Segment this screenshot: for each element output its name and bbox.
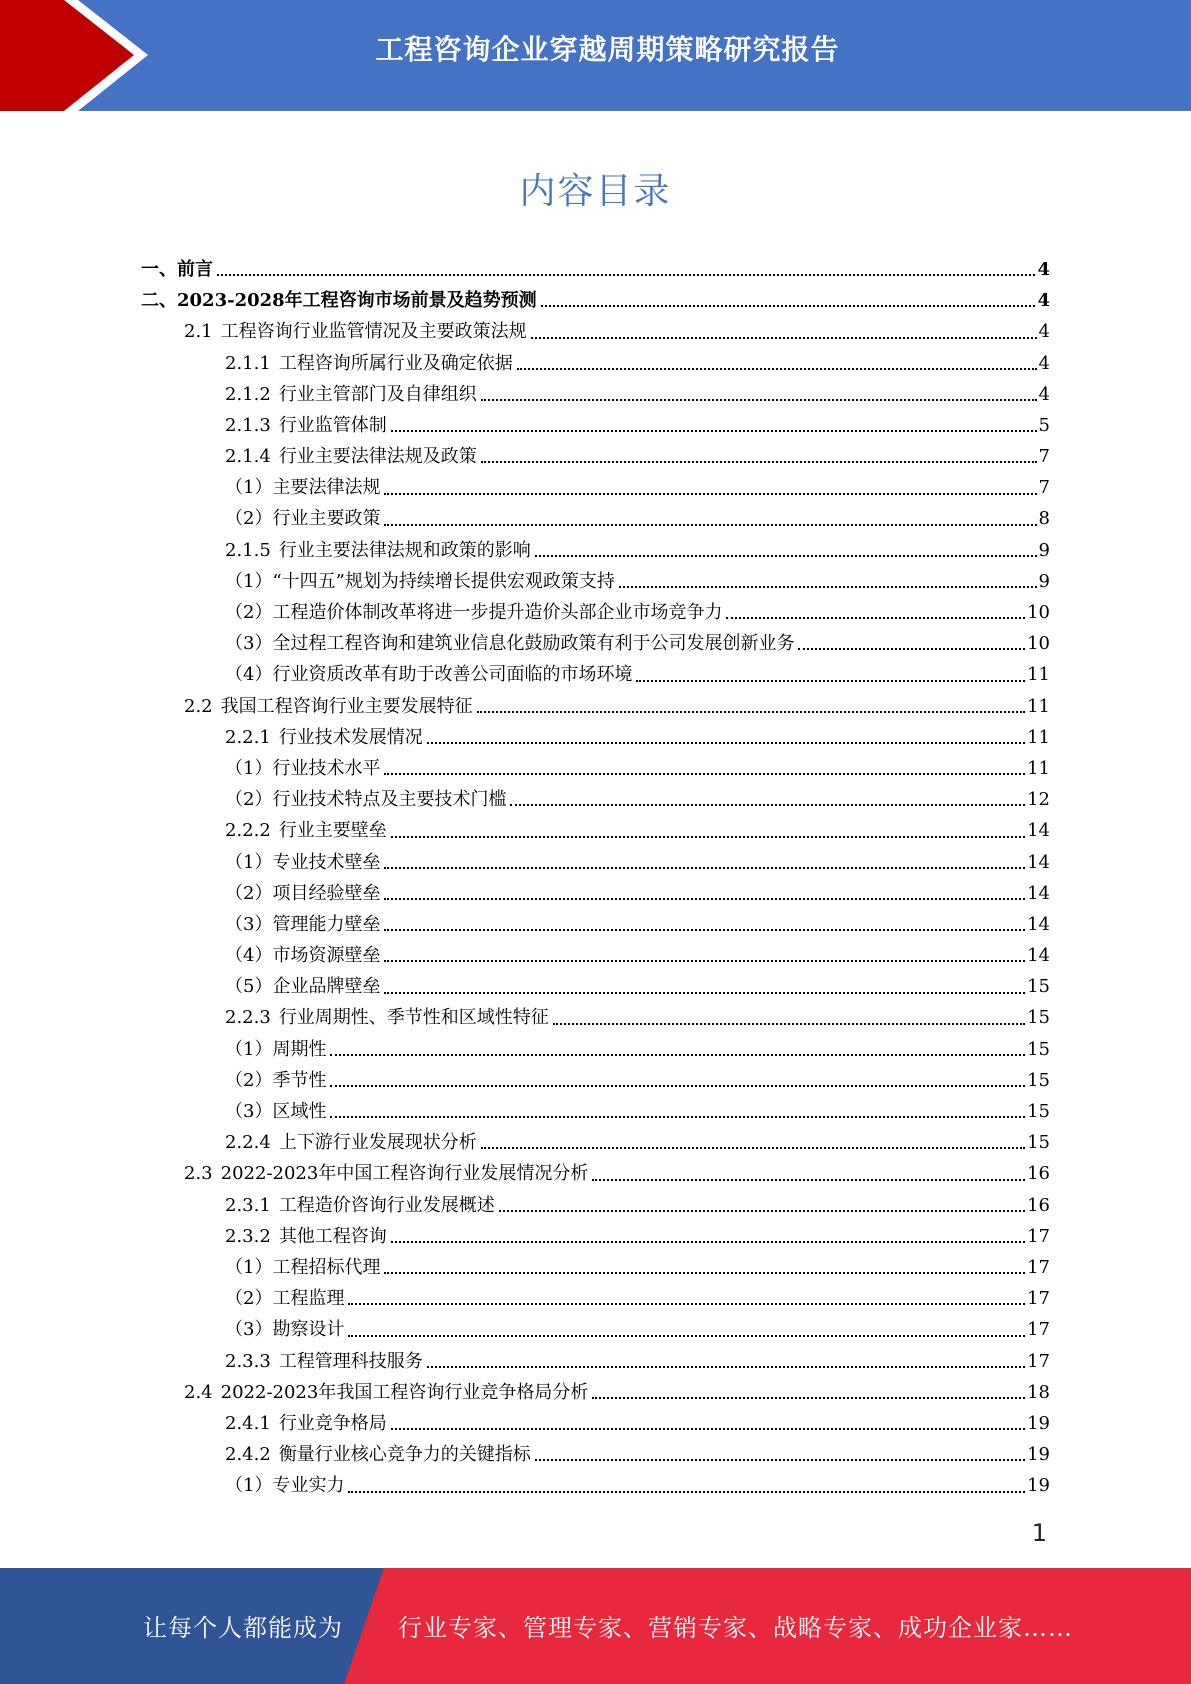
toc-entry-number: 2.1.2	[225, 383, 271, 405]
toc-entry-title: 企业品牌壁垒	[272, 976, 381, 998]
report-header	[0, 0, 1191, 111]
toc-dot-leader	[531, 336, 1037, 339]
toc-entry-number: （2）	[225, 1069, 273, 1091]
toc-dot-leader	[592, 1178, 1025, 1181]
toc-dot-leader	[384, 928, 1025, 931]
toc-page-number: 14	[1027, 913, 1050, 935]
toc-dot-leader	[384, 772, 1025, 775]
toc-entry-title: 周期性	[272, 1038, 327, 1060]
toc-entry-number: 2.4.1	[225, 1412, 271, 1434]
toc-entry-number: 2.2	[184, 695, 213, 717]
toc-entry-number: （1）	[225, 1038, 273, 1060]
toc-dot-leader	[384, 492, 1036, 495]
page-number: 1	[1031, 1519, 1047, 1547]
toc-page-number: 15	[1027, 976, 1050, 998]
toc-dot-leader	[517, 367, 1037, 370]
toc-entry[interactable]	[141, 254, 1050, 285]
toc-entry-title: 其他工程咨询	[278, 1225, 387, 1247]
toc-entry[interactable]	[141, 535, 1050, 566]
toc-entry[interactable]	[141, 628, 1050, 659]
toc-entry-title: 工程咨询所属行业及确定依据	[278, 352, 513, 374]
toc-page-number: 15	[1027, 1132, 1050, 1154]
toc-entry[interactable]	[141, 940, 1050, 971]
footer-slogan-right: 行业专家、管理专家、营销专家、战略专家、成功企业家……	[398, 1614, 1073, 1642]
toc-entry[interactable]	[141, 1346, 1050, 1377]
toc-page-number: 16	[1027, 1194, 1050, 1216]
toc-entry-number: 2.1.5	[225, 539, 271, 561]
toc-page-number: 4	[1038, 321, 1050, 343]
toc-dot-leader	[330, 1053, 1025, 1056]
toc-entry-title: 工程招标代理	[272, 1256, 381, 1278]
toc-entry-title: “十四五”规划为持续增长提供宏观政策支持	[272, 570, 615, 592]
toc-entry[interactable]	[141, 909, 1050, 940]
toc-entry-title: 勘察设计	[272, 1319, 345, 1341]
toc-entry[interactable]	[141, 722, 1050, 753]
toc-entry-number: 2.3.2	[225, 1225, 271, 1247]
toc-entry-number: 2.3	[184, 1163, 213, 1185]
toc-entry-title: 行业资质改革有助于改善公司面临的市场环境	[272, 664, 633, 686]
toc-dot-leader	[481, 1146, 1025, 1149]
toc-entry-number: （4）	[225, 945, 273, 967]
table-of-contents	[141, 254, 1050, 1502]
toc-dot-leader	[348, 1334, 1025, 1337]
toc-page-number: 11	[1027, 726, 1050, 748]
toc-entry[interactable]	[141, 971, 1050, 1002]
toc-page-number: 4	[1038, 383, 1050, 405]
toc-entry-title: 行业主要法律法规及政策	[278, 446, 477, 468]
toc-entry-title: 上下游行业发展现状分析	[278, 1132, 477, 1154]
toc-page-number: 4	[1037, 290, 1050, 312]
toc-page-number: 14	[1027, 851, 1050, 873]
toc-entry-title: 专业实力	[272, 1475, 345, 1497]
toc-entry[interactable]	[141, 316, 1050, 347]
toc-dot-leader	[330, 1084, 1025, 1087]
toc-entry[interactable]	[141, 1127, 1050, 1158]
toc-page-number: 17	[1027, 1319, 1050, 1341]
toc-entry-number: （1）	[225, 1256, 273, 1278]
toc-entry[interactable]	[141, 348, 1050, 379]
toc-page-number: 5	[1038, 414, 1050, 436]
toc-entry-number: （1）	[225, 851, 273, 873]
toc-entry-number: （3）	[225, 1319, 273, 1341]
toc-entry-number: 2.4.2	[225, 1444, 271, 1466]
toc-entry[interactable]	[141, 597, 1050, 628]
toc-entry-title: 行业周期性、季节性和区域性特征	[278, 1007, 549, 1029]
toc-entry-title: 2022-2023年中国工程咨询行业发展情况分析	[220, 1163, 589, 1185]
toc-entry[interactable]	[141, 1034, 1050, 1065]
toc-entry-title: 工程咨询行业监管情况及主要政策法规	[220, 321, 527, 343]
report-title: 工程咨询企业穿越周期策略研究报告	[375, 33, 840, 66]
toc-entry-title: 专业技术壁垒	[272, 851, 381, 873]
toc-entry-title: 工程造价咨询行业发展概述	[278, 1194, 495, 1216]
toc-page-number: 4	[1038, 352, 1050, 374]
toc-entry[interactable]	[141, 815, 1050, 846]
toc-dot-leader	[477, 710, 1025, 713]
toc-dot-leader	[592, 1396, 1025, 1399]
toc-entry-title: 2023-2028年工程咨询市场前景及趋势预测	[177, 290, 537, 312]
slogan-footer	[0, 1568, 1191, 1684]
toc-entry-number: （3）	[225, 1101, 273, 1123]
toc-dot-leader	[541, 304, 1036, 307]
toc-entry[interactable]	[141, 1377, 1050, 1408]
toc-page-number: 12	[1027, 789, 1050, 811]
toc-entry-title: 季节性	[272, 1069, 327, 1091]
toc-page-number: 8	[1038, 508, 1050, 530]
toc-entry[interactable]	[141, 1470, 1050, 1501]
toc-page-number: 9	[1038, 539, 1050, 561]
toc-entry-number: （2）	[225, 789, 273, 811]
toc-entry-title: 管理能力壁垒	[272, 913, 381, 935]
toc-dot-leader	[384, 523, 1036, 526]
toc-entry-title: 工程监理	[272, 1288, 345, 1310]
toc-entry-number: 2.2.3	[225, 1007, 271, 1029]
toc-entry[interactable]	[141, 878, 1050, 909]
toc-entry[interactable]	[141, 379, 1050, 410]
toc-dot-leader	[535, 1458, 1025, 1461]
toc-dot-leader	[384, 1271, 1025, 1274]
toc-page-number: 19	[1027, 1444, 1050, 1466]
toc-entry-title: 行业竞争格局	[278, 1412, 387, 1434]
toc-page-number: 17	[1027, 1225, 1050, 1247]
toc-dot-leader	[391, 1427, 1025, 1430]
toc-entry-title: 行业技术特点及主要技术门槛	[272, 789, 507, 811]
toc-entry-title: 前言	[177, 258, 213, 280]
toc-entry-number: 2.1.4	[225, 446, 271, 468]
toc-entry-number: 2.2.4	[225, 1132, 271, 1154]
toc-entry-number: （5）	[225, 976, 273, 998]
toc-page-number: 14	[1027, 882, 1050, 904]
toc-entry-number: 2.2.2	[225, 820, 271, 842]
toc-page-number: 17	[1027, 1288, 1050, 1310]
toc-page-number: 11	[1027, 695, 1050, 717]
toc-entry-title: 行业主要壁垒	[278, 820, 387, 842]
toc-dot-leader	[427, 1365, 1025, 1368]
toc-heading: 内容目录	[519, 171, 672, 212]
toc-dot-leader	[553, 1022, 1025, 1025]
toc-entry[interactable]	[141, 1158, 1050, 1189]
toc-entry-title: 2022-2023年我国工程咨询行业竞争格局分析	[220, 1381, 589, 1403]
toc-dot-leader	[481, 460, 1037, 463]
toc-dot-leader	[348, 1490, 1025, 1493]
toc-entry[interactable]	[141, 1439, 1050, 1470]
toc-entry-number: （1）	[225, 1475, 273, 1497]
toc-entry[interactable]	[141, 1221, 1050, 1252]
toc-page-number: 17	[1027, 1350, 1050, 1372]
toc-entry[interactable]	[141, 441, 1050, 472]
toc-entry[interactable]	[141, 410, 1050, 441]
toc-entry[interactable]	[141, 1065, 1050, 1096]
toc-entry-title: 行业主要政策	[272, 508, 381, 530]
toc-page-number: 19	[1027, 1412, 1050, 1434]
toc-entry[interactable]	[141, 1096, 1050, 1127]
toc-entry-number: （1）	[225, 757, 273, 779]
toc-dot-leader	[726, 616, 1025, 619]
toc-entry-title: 行业技术发展情况	[278, 726, 423, 748]
toc-entry[interactable]	[141, 504, 1050, 535]
toc-entry-title: 我国工程咨询行业主要发展特征	[220, 695, 473, 717]
toc-dot-leader	[384, 959, 1025, 962]
toc-entry-title: 区域性	[272, 1101, 327, 1123]
toc-entry-title: 主要法律法规	[272, 477, 381, 499]
toc-entry[interactable]	[141, 784, 1050, 815]
toc-page-number: 10	[1027, 633, 1050, 655]
toc-entry[interactable]	[141, 1190, 1050, 1221]
toc-page-number: 4	[1037, 258, 1050, 280]
toc-page-number: 11	[1027, 757, 1050, 779]
toc-dot-leader	[535, 554, 1037, 557]
toc-dot-leader	[348, 1302, 1025, 1305]
toc-dot-leader	[384, 866, 1025, 869]
toc-entry-number: （4）	[225, 664, 273, 686]
toc-entry[interactable]	[141, 1003, 1050, 1034]
toc-entry-number: 2.2.1	[225, 726, 271, 748]
toc-entry[interactable]	[141, 659, 1050, 690]
toc-entry-number: （1）	[225, 570, 273, 592]
toc-page-number: 14	[1027, 945, 1050, 967]
toc-entry[interactable]	[141, 1283, 1050, 1314]
toc-dot-leader	[391, 429, 1037, 432]
toc-page-number: 15	[1027, 1069, 1050, 1091]
toc-dot-leader	[798, 647, 1025, 650]
toc-entry[interactable]	[141, 753, 1050, 784]
toc-dot-leader	[427, 741, 1025, 744]
toc-page-number: 11	[1027, 664, 1050, 686]
toc-dot-leader	[384, 991, 1025, 994]
toc-page-number: 9	[1038, 570, 1050, 592]
toc-dot-leader	[510, 803, 1025, 806]
toc-entry[interactable]	[141, 472, 1050, 503]
toc-page-number: 16	[1027, 1163, 1050, 1185]
toc-dot-leader	[499, 1209, 1025, 1212]
footer-slogan-left: 让每个人都能成为	[143, 1614, 343, 1642]
toc-entry-number: 2.1	[184, 321, 213, 343]
toc-entry[interactable]	[141, 1252, 1050, 1283]
toc-dot-leader	[391, 835, 1025, 838]
toc-entry-number: 一、	[141, 258, 177, 280]
toc-entry-number: （2）	[225, 508, 273, 530]
toc-dot-leader	[619, 585, 1037, 588]
toc-page-number: 19	[1027, 1475, 1050, 1497]
toc-entry-title: 行业监管体制	[278, 414, 387, 436]
toc-entry-title: 全过程工程咨询和建筑业信息化鼓励政策有利于公司发展创新业务	[272, 633, 795, 655]
toc-page-number: 15	[1027, 1101, 1050, 1123]
toc-entry-number: 2.4	[184, 1381, 213, 1403]
toc-dot-leader	[217, 273, 1035, 276]
toc-dot-leader	[636, 679, 1025, 682]
toc-entry-title: 行业主要法律法规和政策的影响	[278, 539, 531, 561]
toc-entry-title: 市场资源壁垒	[272, 945, 381, 967]
toc-page-number: 7	[1038, 446, 1050, 468]
toc-entry-title: 工程管理科技服务	[278, 1350, 423, 1372]
toc-entry[interactable]	[141, 566, 1050, 597]
toc-entry-number: （2）	[225, 882, 273, 904]
toc-page-number: 14	[1027, 820, 1050, 842]
toc-entry-title: 行业主管部门及自律组织	[278, 383, 477, 405]
toc-page-number: 17	[1027, 1256, 1050, 1278]
toc-entry[interactable]	[141, 285, 1050, 316]
toc-page-number: 15	[1027, 1038, 1050, 1060]
toc-entry-number: 2.3.3	[225, 1350, 271, 1372]
toc-entry-number: 2.1.3	[225, 414, 271, 436]
toc-dot-leader	[481, 398, 1037, 401]
toc-dot-leader	[391, 1240, 1025, 1243]
toc-entry-number: 二、	[141, 290, 177, 312]
toc-page-number: 15	[1027, 1007, 1050, 1029]
toc-dot-leader	[384, 897, 1025, 900]
toc-entry-number: （2）	[225, 1288, 273, 1310]
toc-entry-title: 衡量行业核心竞争力的关键指标	[278, 1444, 531, 1466]
toc-entry-number: （2）	[225, 602, 273, 624]
toc-entry-number: （1）	[225, 477, 273, 499]
toc-entry[interactable]	[141, 691, 1050, 722]
toc-dot-leader	[330, 1115, 1025, 1118]
toc-entry-number: （3）	[225, 913, 273, 935]
toc-entry-title: 项目经验壁垒	[272, 882, 381, 904]
toc-page-number: 10	[1027, 602, 1050, 624]
toc-entry-number: 2.3.1	[225, 1194, 271, 1216]
toc-entry[interactable]	[141, 847, 1050, 878]
toc-entry[interactable]	[141, 1314, 1050, 1345]
toc-entry-title: 工程造价体制改革将进一步提升造价头部企业市场竞争力	[272, 602, 723, 624]
toc-entry-number: 2.1.1	[225, 352, 271, 374]
toc-page-number: 7	[1038, 477, 1050, 499]
toc-page-number: 18	[1027, 1381, 1050, 1403]
toc-entry[interactable]	[141, 1408, 1050, 1439]
toc-entry-title: 行业技术水平	[272, 757, 381, 779]
toc-entry-number: （3）	[225, 633, 273, 655]
